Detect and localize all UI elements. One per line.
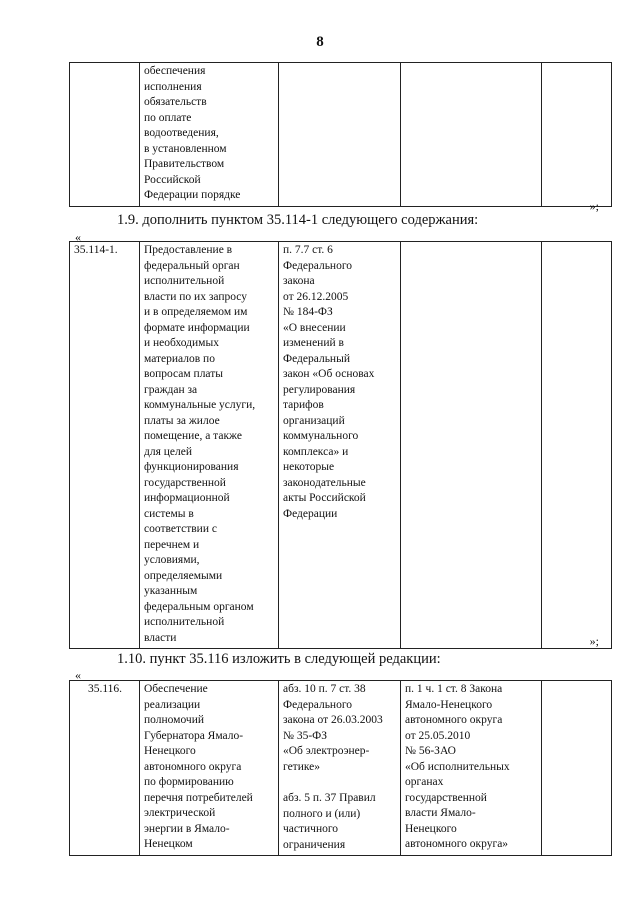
cell-line: для целей xyxy=(144,445,193,458)
cell-line: водоотведения, xyxy=(144,127,219,139)
empty-cell xyxy=(542,63,612,207)
cell-line: закон «Об основах xyxy=(283,368,375,380)
cell-line: определяемыми xyxy=(144,569,223,582)
basis-cell xyxy=(279,242,401,649)
item-code: 35.116. xyxy=(87,683,123,695)
closing-quote: »; xyxy=(589,199,599,213)
basis-cell xyxy=(279,681,401,856)
cell-line: полномочий xyxy=(144,714,204,726)
cell-line: условиями, xyxy=(144,554,200,566)
cell-line: обеспечения xyxy=(144,65,206,77)
cell-line: обязательств xyxy=(144,96,207,108)
cell-line: исполнения xyxy=(144,80,202,93)
cell-line: и в определяемом им xyxy=(144,306,248,318)
cell-line: формате информации xyxy=(144,321,250,334)
cell-line: ограничения xyxy=(283,838,346,851)
cell-line: законодательные xyxy=(283,476,366,489)
cell-line: коммунальные услуги, xyxy=(144,399,256,411)
empty-cell xyxy=(542,681,612,856)
empty-cell xyxy=(542,242,612,649)
item-code: 35.114-1. xyxy=(74,244,118,256)
cell-line: по формированию xyxy=(144,776,234,788)
table-35-114-1 xyxy=(69,241,612,649)
cell-line: федеральным органом xyxy=(144,600,254,613)
cell-line: частичного xyxy=(283,823,339,835)
name-cell xyxy=(140,681,279,856)
cell-line: материалов по xyxy=(144,352,215,365)
table-row xyxy=(70,681,612,856)
regional-law-cell xyxy=(401,681,542,856)
cell-line: электрической xyxy=(144,807,216,819)
closing-quote: »; xyxy=(589,634,599,648)
paragraph-gap xyxy=(283,775,397,791)
code-cell xyxy=(70,242,140,649)
cell-line: автономного округа» xyxy=(405,838,509,850)
cell-line: федеральный орган xyxy=(144,259,240,272)
cell-line: в установленном xyxy=(144,142,227,155)
cell-line: информационной xyxy=(144,492,230,504)
table-row xyxy=(70,242,612,649)
cell-line: регулирования xyxy=(283,383,356,396)
cell-line: Федерального xyxy=(283,698,353,711)
cell-line: от 26.12.2005 xyxy=(283,290,349,303)
opening-quote: « xyxy=(75,230,81,244)
cell-line: тарифов xyxy=(283,399,324,411)
cell-line: № 56-ЗАО xyxy=(405,745,456,757)
section-heading-1-10: 1.10. пункт 35.116 изложить в следующей редакции: xyxy=(117,651,441,667)
cell-line: помещение, а также xyxy=(144,430,242,442)
table-35-116 xyxy=(69,680,612,856)
cell-line: абз. 5 п. 37 Правил xyxy=(283,792,376,804)
cell-line: закона xyxy=(283,275,315,287)
cell-line: Федерации порядке xyxy=(144,189,241,201)
cell-line: системы в xyxy=(144,507,194,520)
cell-line: Ненецком xyxy=(144,838,193,850)
cell-line: организаций xyxy=(283,414,345,427)
cell-line: власти по их запросу xyxy=(144,290,247,303)
page-number: 8 xyxy=(316,34,324,50)
cell-line: полного и (или) xyxy=(283,807,361,820)
cell-line: платы за жилое xyxy=(144,414,220,427)
cell-line: автономного округа xyxy=(144,760,242,773)
cell-line: акты Российской xyxy=(283,492,366,504)
cell-line: перечня потребителей xyxy=(144,791,253,804)
cell-line: автономного округа xyxy=(405,714,503,726)
cell-line: п. 1 ч. 1 ст. 8 Закона xyxy=(405,683,503,695)
cell-line: «Об электроэнер- xyxy=(283,745,370,757)
cell-line: энергии в Ямало- xyxy=(144,822,230,835)
name-cell xyxy=(140,242,279,649)
cell-line: перечнем и xyxy=(144,538,200,551)
cell-line: указанным xyxy=(144,585,198,597)
cell-line: власти Ямало- xyxy=(405,807,476,819)
cell-line: п. 7.7 ст. 6 xyxy=(283,244,333,256)
cell-line: исполнительной xyxy=(144,275,225,287)
cell-line: № 35-ФЗ xyxy=(283,729,328,742)
cell-line: абз. 10 п. 7 ст. 38 xyxy=(283,683,366,695)
cell-line: № 184-ФЗ xyxy=(283,306,333,318)
cell-line: Федерального xyxy=(283,259,353,272)
cell-line: соответствии с xyxy=(144,523,217,535)
cell-line: гетике» xyxy=(283,760,321,773)
section-heading-1-9: 1.9. дополнить пунктом 35.114-1 следующего содержания: xyxy=(117,212,479,228)
code-cell xyxy=(70,63,140,207)
cell-line: органах xyxy=(405,776,444,788)
cell-line: Губернатора Ямало- xyxy=(144,729,244,742)
cell-line: Правительством xyxy=(144,158,225,170)
cell-line: вопросам платы xyxy=(144,368,223,380)
cell-line: Российской xyxy=(144,173,201,186)
cell-line: «О внесении xyxy=(283,321,346,334)
cell-line: от 25.05.2010 xyxy=(405,729,471,742)
cell-line: функционирования xyxy=(144,461,239,473)
cell-line: изменений в xyxy=(283,337,344,349)
continuation-table xyxy=(69,62,612,207)
extra-cell xyxy=(401,63,542,207)
cell-line: государственной xyxy=(144,476,226,489)
code-cell xyxy=(70,681,140,856)
cell-line: Ненецкого xyxy=(405,822,457,835)
cell-line: власти xyxy=(144,631,177,644)
name-cell xyxy=(140,63,279,207)
cell-line: государственной xyxy=(405,791,487,804)
cell-line: некоторые xyxy=(283,461,335,473)
basis-cell xyxy=(279,63,401,207)
cell-line: Федеральный xyxy=(283,352,350,365)
extra-cell xyxy=(401,242,542,649)
cell-line: по оплате xyxy=(144,111,192,124)
cell-line: Ямало-Ненецкого xyxy=(405,698,493,711)
cell-line: граждан за xyxy=(144,383,198,396)
cell-line: коммунального xyxy=(283,430,359,442)
cell-line: закона от 26.03.2003 xyxy=(283,714,383,726)
cell-line: «Об исполнительных xyxy=(405,760,510,773)
table-row xyxy=(70,63,612,207)
cell-line: Обеспечение xyxy=(144,683,208,695)
cell-line: комплекса» и xyxy=(283,445,349,458)
opening-quote: « xyxy=(75,668,81,682)
cell-line: Предоставление в xyxy=(144,244,233,256)
cell-line: и необходимых xyxy=(144,337,219,349)
cell-line: Федерации xyxy=(283,507,338,520)
cell-line: Ненецкого xyxy=(144,745,196,757)
cell-line: реализации xyxy=(144,698,201,711)
cell-line: исполнительной xyxy=(144,616,225,628)
